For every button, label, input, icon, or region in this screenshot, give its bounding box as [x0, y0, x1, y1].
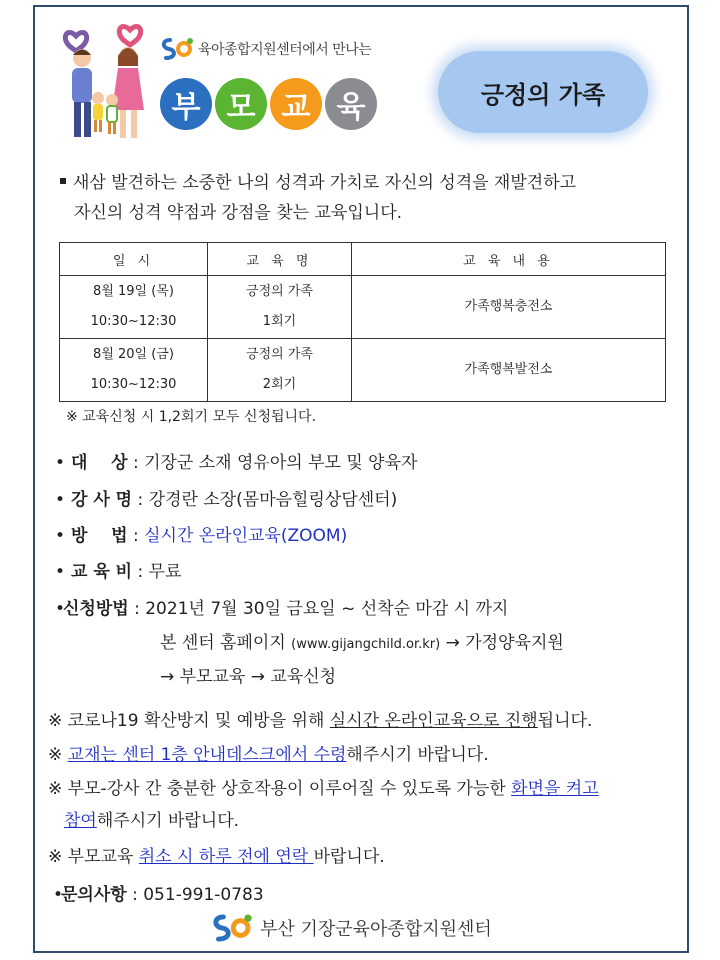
program-title-circles — [160, 78, 377, 130]
brand-text: 육아종합지원센터에서 만나는 — [198, 42, 372, 58]
notice-1-prefix: ※ 코로나19 확산방지 및 예방을 위해 — [48, 711, 330, 731]
schedule-table — [59, 242, 666, 402]
target-value: : 기장군 소재 영유아의 부모 및 양육자 — [132, 453, 418, 473]
table-row — [60, 276, 666, 339]
notice-4-link[interactable]: 취소 시 하루 전에 연락 — [138, 847, 314, 867]
family-illustration — [58, 18, 158, 143]
info-lecturer: • 강 사 명 : 강경란 소장(몸마음힐링상담센터) — [55, 485, 675, 510]
session-text: 1회기 — [262, 314, 297, 329]
course-name-cell — [208, 276, 352, 339]
header-datetime: 일 시 — [60, 243, 208, 276]
header-course-content: 교 육 내 용 — [352, 243, 666, 276]
method-value: 실시간 온라인교육(ZOOM) — [144, 526, 348, 546]
notice-cancel — [48, 842, 385, 867]
apply-label: 신청방법 — [63, 599, 129, 619]
circle-gyo: 교 — [270, 78, 322, 130]
notice-3-suffix: 해주시기 바랍니다. — [96, 811, 240, 831]
notice-4-prefix: ※ 부모교육 — [48, 847, 139, 867]
header-course-name: 교 육 명 — [208, 243, 352, 276]
course-name-text: 긍정의 가족 — [246, 347, 313, 362]
time-text: 10:30~12:30 — [90, 314, 177, 329]
apply-line-1: : 2021년 7월 30일 금요일 ~ 선착순 마감 시 까지 — [134, 599, 509, 619]
info-method: • 방 법 : 실시간 온라인교육(ZOOM) — [55, 521, 675, 546]
footer-logo — [210, 912, 492, 944]
course-name-cell — [208, 339, 352, 402]
notice-textbook — [48, 740, 489, 765]
course-content-cell: 가족행복발전소 — [352, 339, 666, 402]
intro-line-1: 새삼 발견하는 소중한 나의 성격과 가치로 자신의 성격을 재발견하고 — [73, 173, 577, 193]
method-label: 방 법 — [71, 526, 128, 546]
apply-line-2b: → 가정양육지원 — [440, 633, 564, 653]
session-text: 2회기 — [262, 377, 297, 392]
circle-yuk: 육 — [325, 78, 377, 130]
center-logo-icon — [210, 912, 254, 944]
notice-3-link-1[interactable]: 화면을 켜고 — [511, 779, 599, 799]
course-name-text: 긍정의 가족 — [246, 284, 313, 299]
info-target: • 대 상 : 기장군 소재 영유아의 부모 및 양육자 — [55, 448, 675, 473]
notice-interaction-cont — [64, 806, 239, 831]
program-title: 긍정의 가족 — [438, 51, 648, 133]
contact-label: 문의사항 — [61, 885, 127, 905]
target-label: 대 상 — [71, 453, 128, 473]
date-text: 8월 20일 (금) — [93, 347, 174, 362]
intro-line-2: 자신의 성격 약점과 강점을 찾는 교육입니다. — [74, 203, 403, 223]
table-row — [60, 339, 666, 402]
apply-line-2 — [160, 628, 680, 653]
date-text: 8월 19일 (목) — [93, 284, 174, 299]
notice-2-prefix: ※ — [48, 745, 68, 765]
info-fee: • 교 육 비 : 무료 — [55, 557, 675, 582]
intro-text — [60, 168, 576, 228]
notice-2-suffix: 해주시기 바랍니다. — [346, 745, 489, 765]
notice-2-link[interactable]: 교재는 센터 1층 안내데스크에서 수령 — [67, 745, 347, 765]
lecturer-value: : 강경란 소장(몸마음힐링상담센터) — [137, 490, 398, 510]
notice-interaction — [48, 774, 599, 799]
notice-1-underline: 실시간 온라인교육으로 진행 — [329, 711, 538, 731]
datetime-cell — [60, 276, 208, 339]
homepage-url[interactable]: (www.gijangchild.or.kr) — [291, 637, 441, 652]
notice-4-suffix: 바랍니다. — [313, 847, 385, 867]
notice-covid — [48, 706, 592, 731]
schedule-note: ※ 교육신청 시 1,2회기 모두 신청됩니다. — [66, 409, 317, 425]
footer-org-name: 부산 기장군육아종합지원센터 — [260, 919, 492, 940]
notice-1-suffix: 됩니다. — [537, 711, 593, 731]
course-content-cell: 가족행복충전소 — [352, 276, 666, 339]
method-colon: : — [132, 526, 145, 546]
notice-3-link-2[interactable]: 참여 — [64, 811, 97, 831]
apply-line-3: → 부모교육 → 교육신청 — [160, 667, 337, 687]
notice-3-prefix: ※ 부모-강사 간 충분한 상호작용이 이루어질 수 있도록 가능한 — [48, 779, 512, 799]
info-apply: •신청방법 : 2021년 7월 30일 금요일 ~ 선착순 마감 시 까지 — [55, 594, 675, 619]
center-logo-icon — [160, 36, 194, 62]
lecturer-label: 강 사 명 — [71, 490, 133, 510]
square-bullet-icon — [60, 178, 66, 184]
datetime-cell — [60, 339, 208, 402]
header — [58, 18, 678, 148]
contact-value: : 051-991-0783 — [132, 885, 264, 905]
table-header-row — [60, 243, 666, 276]
circle-mo: 모 — [215, 78, 267, 130]
fee-label: 교 육 비 — [71, 562, 133, 582]
time-text: 10:30~12:30 — [90, 377, 177, 392]
fee-value: : 무료 — [137, 562, 182, 582]
brand-line — [160, 36, 371, 62]
circle-bu: 부 — [160, 78, 212, 130]
contact: •문의사항 : 051-991-0783 — [53, 880, 673, 905]
apply-line-2a: 본 센터 홈페이지 — [160, 633, 292, 653]
